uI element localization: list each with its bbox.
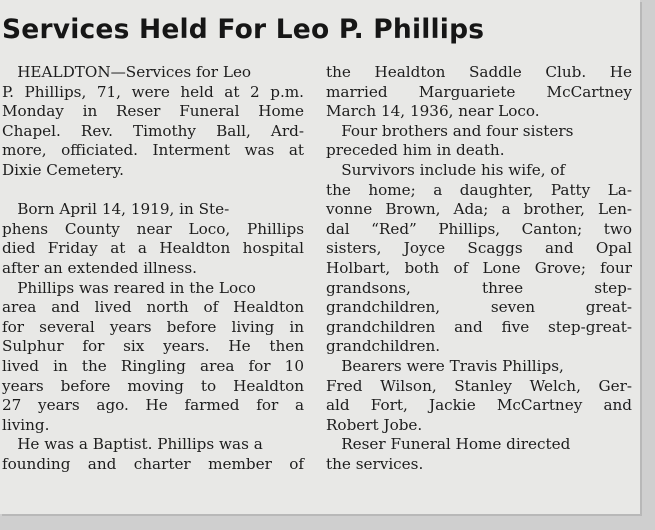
text-line: March 14, 1936, near Loco. (326, 102, 540, 121)
text-line: more, officiated. Interment was at (2, 141, 304, 160)
text-line: Four brothers and four sisters (326, 121, 574, 140)
text-line: phens County near Loco, Phillips (2, 219, 304, 238)
text-line: dal “Red” Phillips, Canton; two (326, 219, 632, 238)
text-line: Phillips was reared in the Loco (2, 278, 256, 297)
text-line: HEALDTON—Services for Leo (2, 63, 252, 81)
right-column (326, 63, 632, 474)
left-column (2, 63, 304, 474)
text-line: vonne Brown, Ada; a brother, Len- (326, 200, 632, 219)
text-line: Bearers were Travis Phillips, (326, 356, 564, 375)
headline: Services Held For Leo P. Phillips (2, 14, 485, 45)
text-line: after an extended illness. (2, 258, 197, 277)
text-line: the home; a daughter, Patty La- (326, 180, 632, 199)
text-line: He was a Baptist. Phillips was a (2, 435, 263, 454)
text-line: the services. (326, 454, 424, 473)
text-line: grandchildren, seven great- (326, 298, 632, 317)
text-line: Reser Funeral Home directed (326, 435, 571, 454)
text-line: the Healdton Saddle Club. He (326, 63, 632, 81)
text-line: married Marguariete McCartney (326, 82, 632, 101)
text-line: Robert Jobe. (326, 415, 423, 434)
text-line: Dixie Cemetery. (2, 160, 125, 179)
text-line: ald Fort, Jackie McCartney and (326, 396, 632, 415)
text-line: grandchildren. (326, 337, 441, 356)
paragraph-gap (2, 181, 304, 201)
text-line: Born April 14, 1919, in Ste- (2, 200, 230, 219)
text-line: living. (2, 415, 50, 434)
text-line: grandchildren and five step-great- (326, 317, 632, 336)
text-line: grandsons, three step- (326, 278, 632, 297)
text-line: Fred Wilson, Stanley Welch, Ger- (326, 376, 632, 395)
text-line: Chapel. Rev. Timothy Ball, Ard- (2, 121, 304, 140)
text-line: Monday in Reser Funeral Home (2, 102, 304, 121)
text-line: preceded him in death. (326, 141, 505, 160)
text-line: P. Phillips, 71, were held at 2 p.m. (2, 82, 304, 101)
text-line: for several years before living in (2, 317, 304, 336)
text-line: Holbart, both of Lone Grove; four (326, 258, 632, 277)
text-line: died Friday at a Healdton hospital (2, 239, 304, 258)
text-line: lived in the Ringling area for 10 (2, 356, 304, 375)
text-line: years before moving to Healdton (2, 376, 304, 395)
text-line: area and lived north of Healdton (2, 298, 304, 317)
text-line: 27 years ago. He farmed for a (2, 396, 304, 415)
text-line: sisters, Joyce Scaggs and Opal (326, 239, 632, 258)
text-line: founding and charter member of (2, 454, 304, 473)
text-line: Survivors include his wife, of (326, 160, 566, 179)
text-line: Sulphur for six years. He then (2, 337, 304, 356)
